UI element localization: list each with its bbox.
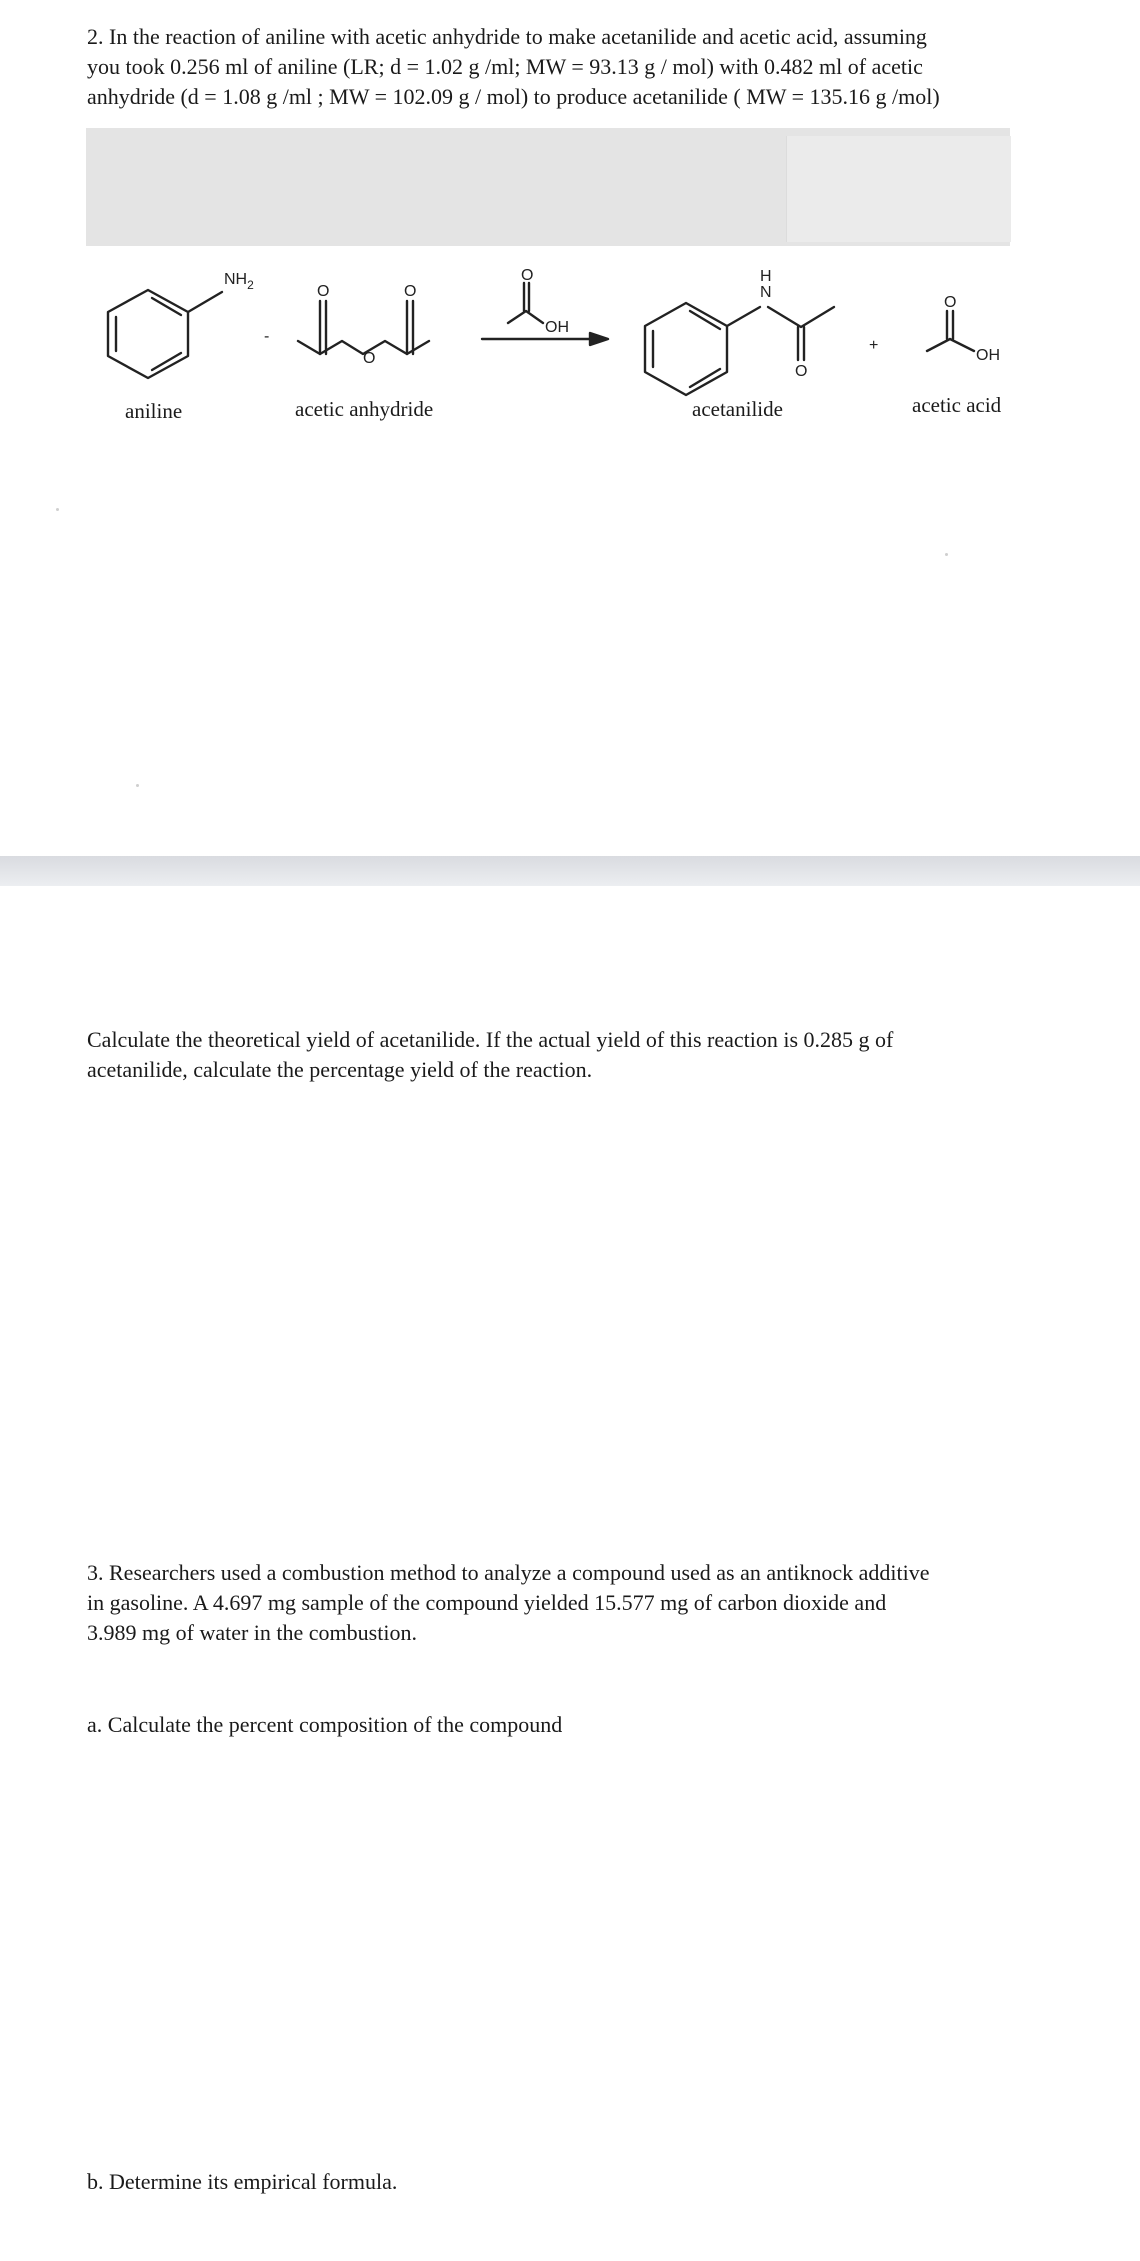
question-3-part-b: b. Determine its empirical formula. xyxy=(87,2169,398,2194)
anhydride-o-left-label: O xyxy=(317,283,330,300)
reagent-oh-label: OH xyxy=(545,319,569,336)
caption-acetic-acid: acetic acid xyxy=(912,393,1002,417)
nh2-label: $NH_2$ xyxy=(224,271,254,292)
acetic-acid-oh-label: OH xyxy=(976,347,1000,364)
question-3-part-a: a. Calculate the percent composition of the compound xyxy=(87,1712,563,1737)
acetic-acid-o-label: O xyxy=(944,294,957,311)
reagent-acetic-acid-structure xyxy=(508,283,543,323)
acetic-anhydride-structure xyxy=(298,301,429,354)
question-2-text: 2. In the reaction of aniline with acetic anhydride to make acetanilide and acetic acid, assuming you took 0.256 ml of aniline (LR; d = 1.02 g /ml; MW = 93.13 g / mol) with 0.482 ml of acetic anhydride (d = 1.08 g /ml ; MW = 102.09 g / mol) to produce acetanilide ( MW = 135.16 g /mol) xyxy=(87,24,940,109)
aniline-structure xyxy=(108,290,222,378)
amide-h-label: H xyxy=(760,268,772,285)
acetanilide-structure xyxy=(645,303,834,395)
anhydride-bridging-o-label: O xyxy=(363,350,376,367)
caption-aniline: aniline xyxy=(125,399,183,423)
amide-n-label: N xyxy=(760,284,772,301)
minus-sign: - xyxy=(264,328,270,345)
arrow-head xyxy=(590,333,608,345)
anhydride-o-right-label: O xyxy=(404,283,417,300)
scan-speck xyxy=(56,508,59,511)
acetic-acid-structure xyxy=(927,311,974,351)
calculation-prompt: Calculate the theoretical yield of acetanilide. If the actual yield of this reaction is 0.285 g of acetanilide, calculate the percentage yield of the reaction. xyxy=(87,1027,894,1082)
reagent-o-label: O xyxy=(521,267,534,284)
plus-sign: + xyxy=(869,337,879,354)
scan-speck xyxy=(945,553,948,556)
reaction-scheme xyxy=(0,255,1140,455)
amide-o-label: O xyxy=(795,363,808,380)
caption-acetanilide: acetanilide xyxy=(692,397,783,421)
question-3-text: 3. Researchers used a combustion method to analyze a compound used as an antiknock additive in gasoline. A 4.697 mg sample of the compound yielded 15.577 mg of carbon dioxide and 3.989 mg of water in the combustion. xyxy=(87,1560,930,1645)
scan-speck xyxy=(136,784,139,787)
page-divider xyxy=(0,856,1140,886)
caption-acetic-anhydride: acetic anhydride xyxy=(295,397,434,421)
redacted-area-overlap xyxy=(786,136,1011,242)
